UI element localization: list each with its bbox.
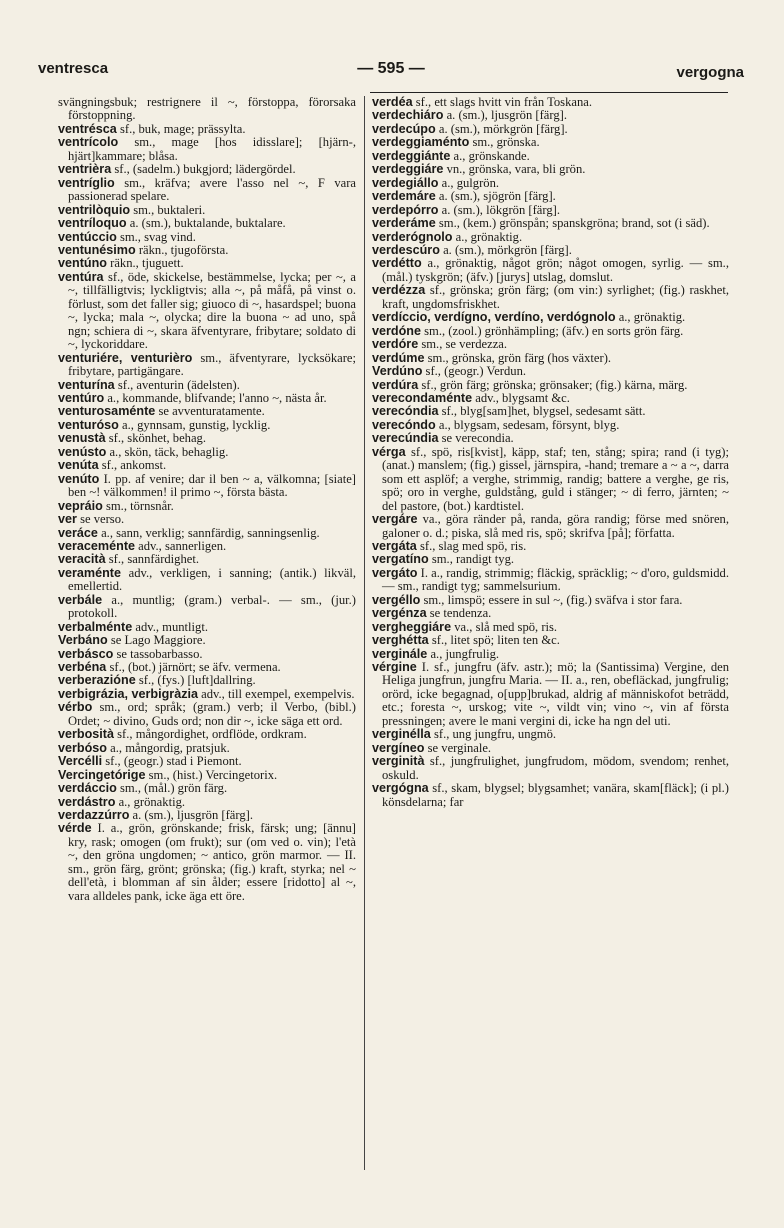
- dictionary-entry: [372, 136, 729, 149]
- dictionary-entry: [58, 728, 356, 741]
- page-number: — 595 —: [357, 60, 425, 77]
- entry-definition: sf., skam, blygsel; blygsamhet; vanära, skam[fläck]; (i pl.) könsdelarna; far: [382, 781, 729, 809]
- dictionary-entry: [372, 311, 729, 324]
- dictionary-entry: [58, 701, 356, 728]
- dictionary-entry: [58, 352, 356, 379]
- entry-headword: verginále: [372, 646, 428, 661]
- entry-headword: venúta: [58, 458, 99, 473]
- entry-definition: a., grönaktig, något grön; något omogen, syrlig. — sm., (mål.) tyskgrön; (äfv.) [jurys] utslag, domslut.: [382, 256, 729, 284]
- entry-definition: adv., muntligt.: [135, 619, 209, 634]
- entry-definition: sf., slag med spö, ris.: [419, 538, 527, 553]
- entry-headword: ventúccio: [58, 229, 117, 244]
- entry-definition: sf., aventurin (ädelsten).: [117, 377, 240, 392]
- entry-headword: ventrièra: [58, 162, 112, 177]
- dictionary-entry: [58, 809, 356, 822]
- dictionary-entry: [58, 405, 356, 418]
- entry-headword: verdeggiánte: [372, 148, 451, 163]
- entry-definition: adv., blygsamt &c.: [475, 390, 570, 405]
- entry-headword: ventúra: [58, 269, 104, 284]
- entry-headword: verbigrázia, verbigràzia: [58, 686, 198, 701]
- entry-headword: verdóne: [372, 323, 421, 338]
- entry-headword: verdechiáro: [372, 108, 444, 123]
- entry-definition: sm., äfventyrare, lycksökare; fribytare, partigängare.: [68, 350, 356, 379]
- entry-definition: se verecondia.: [441, 431, 514, 446]
- dictionary-entry: [372, 540, 729, 553]
- dictionary-entry: [58, 500, 356, 513]
- entry-headword: Verbáno: [58, 633, 108, 648]
- entry-headword: verbále: [58, 592, 103, 607]
- dictionary-entry: [372, 607, 729, 620]
- page-header: [38, 58, 744, 86]
- entry-definition: sf., buk, mage; prässylta.: [119, 121, 246, 136]
- dictionary-entry: [372, 217, 729, 230]
- entry-definition: sf., mångordighet, ordflöde, ordkram.: [117, 727, 307, 742]
- entry-headword: verdétto: [372, 256, 422, 271]
- entry-definition: a., jungfrulig.: [430, 646, 500, 661]
- entry-definition: a., kommande, blifvande; l'anno ~, nästa år.: [107, 390, 327, 405]
- dictionary-entry: [372, 352, 729, 365]
- dictionary-entry: [372, 755, 729, 782]
- dictionary-entry: [372, 594, 729, 607]
- dictionary-entry: [372, 379, 729, 392]
- dictionary-entry: [372, 513, 729, 540]
- dictionary-entry: [372, 742, 729, 755]
- entry-definition: a., gynnsam, gunstig, lycklig.: [122, 417, 271, 432]
- dictionary-entry: [372, 109, 729, 122]
- entry-definition: sf., (sadelm.) bukgjord; lädergördel.: [114, 162, 296, 177]
- dictionary-entry: [58, 392, 356, 405]
- dictionary-entry: [372, 338, 729, 351]
- dictionary-entry: [58, 822, 356, 903]
- dictionary-entry: [58, 769, 356, 782]
- entry-definition: sf., ankomst.: [101, 458, 167, 473]
- dictionary-entry: [58, 782, 356, 795]
- dictionary-entry: [58, 688, 356, 701]
- entry-headword: verbásco: [58, 646, 114, 661]
- entry-headword: venustà: [58, 431, 106, 446]
- entry-headword: ventúro: [58, 390, 105, 405]
- entry-headword: veraménte: [58, 565, 122, 580]
- dictionary-entry: [58, 204, 356, 217]
- entry-headword: vergheggiáre: [372, 619, 452, 634]
- left-column: [58, 96, 356, 903]
- entry-headword: verdecúpo: [372, 121, 436, 136]
- entry-headword: verdézza: [372, 283, 426, 298]
- entry-headword: verdepórro: [372, 202, 439, 217]
- entry-definition: va., göra ränder på, randa, göra randig; förse med snören, galoner o. d.; piska, slå med ris, spö; skrifva [på]; författa.: [382, 512, 729, 540]
- entry-definition: sm., mage [hos idisslare]; [hjärn-, hjärt]kammare; blåsa.: [68, 135, 356, 163]
- entry-headword: verdeggiáre: [372, 162, 444, 177]
- header-left-guide-word: ventresca: [38, 60, 109, 77]
- entry-definition: va., slå med spö, ris.: [454, 619, 558, 634]
- dictionary-entry: [372, 177, 729, 190]
- entry-definition: räkn., tjugoförsta.: [138, 242, 229, 257]
- entry-definition: a., blygsam, sedesam, försynt, blyg.: [438, 417, 620, 432]
- dictionary-entry: [372, 782, 729, 809]
- entry-definition: adv., till exempel, exempelvis.: [201, 686, 355, 701]
- dictionary-entry: [58, 540, 356, 553]
- entry-definition: a., sann, verklig; sannfärdig, sanningsenlig.: [101, 525, 320, 540]
- entry-headword: vérgine: [372, 660, 417, 675]
- dictionary-entry: [58, 755, 356, 768]
- entry-headword: verdáccio: [58, 781, 117, 796]
- entry-definition: I. a., randig, strimmig; fläckig, spräcklig; ~ d'oro, guldsmidd. — sm., randigt tyg; sammelsurium.: [382, 565, 729, 594]
- dictionary-entry: [58, 96, 356, 123]
- entry-definition: a., muntlig; (gram.) verbal-. — sm., (jur.) protokoll.: [68, 592, 356, 621]
- entry-headword: Verdúno: [372, 364, 423, 379]
- entry-definition: sm., grönska, grön färg (hos växter).: [427, 350, 612, 365]
- entry-headword: verdúra: [372, 377, 419, 392]
- entry-definition: a., gulgrön.: [441, 175, 500, 190]
- dictionary-entry: [372, 190, 729, 203]
- entry-headword: venturiére, venturièro: [58, 350, 193, 365]
- dictionary-entry: [372, 96, 729, 109]
- entry-headword: verberazióne: [58, 673, 136, 688]
- entry-headword: venturóso: [58, 417, 119, 432]
- entry-definition: sm., randigt tyg.: [431, 552, 515, 567]
- entry-definition: sm., (zool.) grönhämpling; (äfv.) en sorts grön färg.: [424, 323, 684, 338]
- entry-definition: sf., spö, ris[kvist], käpp, staf; ten, stång; spira; rand (i tyg); (anat.) manslem; (fig.) gissel, järnspira, -hand; tremare a ~ a ~, darra som ett asplöf; a verghe, strimmig, randig; battere a verghe, ge ris, spö; oro in verghe, guldstång, guld i stänger; ~ di ferro, järnten; ~ del pastore, (bot.) kardtistel.: [382, 444, 730, 513]
- entry-definition: sm., (mål.) grön färg.: [119, 781, 228, 796]
- dictionary-entry: [58, 527, 356, 540]
- dictionary-entry: [58, 379, 356, 392]
- dictionary-entry: [372, 163, 729, 176]
- entry-definition: se Lago Maggiore.: [110, 633, 206, 648]
- entry-definition: a., grönskande.: [453, 148, 530, 163]
- entry-definition: sf., öde, skickelse, bestämmelse, lycka; per ~, a ~, tillfälligtvis; lyckligtvis; alla ~, på måfå, på vinst o. förlust, som det faller sig; giuoco di ~, hasardspel; buona ~, lycka; mala ~, olycka; dire la buona ~ ad uno, spå ngn; schiera di ~, skara äfventyrare, fribytare; soldato di ~, lyckoriddare.: [68, 269, 356, 352]
- entry-headword: verecondaménte: [372, 390, 473, 405]
- entry-headword: vérbo: [58, 700, 93, 715]
- entry-definition: sf., grönska; grön färg; (om vin:) syrlighet; (fig.) raskhet, kraft, ungdomsfriskhet.: [382, 283, 729, 311]
- dictionary-entry: [372, 150, 729, 163]
- dictionary-entry: [58, 513, 356, 526]
- dictionary-entry: [372, 204, 729, 217]
- dictionary-entry: [58, 257, 356, 270]
- entry-headword: vergáta: [372, 538, 417, 553]
- dictionary-entry: [58, 163, 356, 176]
- entry-definition: se tendenza.: [429, 606, 492, 621]
- dictionary-entry: [58, 177, 356, 204]
- dictionary-entry: [58, 553, 356, 566]
- entry-definition: svängningsbuk; restrignere il ~, förstoppa, förorsaka förstoppning.: [58, 95, 356, 123]
- entry-definition: sf., ung jungfru, ungmö.: [433, 727, 557, 742]
- entry-headword: vergéllo: [372, 592, 421, 607]
- entry-headword: ventríglio: [58, 175, 115, 190]
- entry-headword: veracità: [58, 552, 106, 567]
- dictionary-entry: [372, 661, 729, 728]
- entry-headword: verginélla: [372, 727, 431, 742]
- dictionary-entry: [372, 728, 729, 741]
- entry-definition: a. (sm.), ljusgrön [färg].: [132, 808, 253, 823]
- entry-headword: verdíccio, verdígno, verdíno, verdógnolo: [372, 310, 616, 325]
- dictionary-entry: [58, 594, 356, 621]
- dictionary-entry: [58, 271, 356, 352]
- entry-headword: vergíneo: [372, 740, 425, 755]
- entry-headword: venturína: [58, 377, 115, 392]
- entry-headword: verdúme: [372, 350, 425, 365]
- entry-definition: sf., (geogr.) Verdun.: [425, 364, 527, 379]
- dictionary-entry: [372, 284, 729, 311]
- entry-headword: veráce: [58, 525, 98, 540]
- entry-definition: a., grönaktig.: [455, 229, 523, 244]
- entry-headword: veraceménte: [58, 538, 136, 553]
- entry-definition: a., grönaktig.: [118, 794, 186, 809]
- entry-definition: I. a., grön, grönskande; frisk, färsk; ung; [ännu] kry, rask; omogen (om frukt); sur (om ved o. vin); l'età ~, den gröna ungdomen; ~ antico, grön marmor. — II. sm., grön färg, grönt; grönska; (fig.) kraft, styrka; nel ~ dell'età, i blomman af sin ålder; essere [ridotto] al ~, vara alldeles pank, icke äga ett öre.: [68, 821, 356, 903]
- entry-headword: ventunésimo: [58, 242, 136, 257]
- entry-definition: a. (sm.), mörkgrön [färg].: [438, 121, 568, 136]
- entry-definition: räkn., tjuguett.: [110, 256, 184, 271]
- entry-definition: se avventuratamente.: [158, 404, 265, 419]
- entry-headword: vergáto: [372, 565, 418, 580]
- entry-headword: vergáre: [372, 512, 418, 527]
- entry-definition: sf., sannfärdighet.: [108, 552, 200, 567]
- entry-headword: venturosaménte: [58, 404, 156, 419]
- entry-headword: vergénza: [372, 606, 427, 621]
- entry-definition: sm., kräfva; avere l'asso nel ~, F vara passionerad spelare.: [68, 175, 356, 204]
- right-column: [372, 96, 729, 809]
- dictionary-entry: [58, 123, 356, 136]
- entry-definition: a. (sm.), mörkgrön [färg].: [443, 242, 572, 257]
- dictionary-entry: [372, 405, 729, 418]
- entry-headword: verbalménte: [58, 619, 133, 634]
- entry-definition: se verginale.: [427, 740, 492, 755]
- dictionary-entry: [58, 459, 356, 472]
- entry-definition: sf., skönhet, behag.: [108, 431, 206, 446]
- entry-headword: verdástro: [58, 794, 116, 809]
- entry-headword: ventrílоquo: [58, 216, 127, 231]
- dictionary-entry: [58, 136, 356, 163]
- dictionary-entry: [372, 648, 729, 661]
- entry-headword: verghétta: [372, 633, 429, 648]
- entry-definition: sm., buktaleri.: [133, 202, 206, 217]
- dictionary-entry: [58, 567, 356, 594]
- dictionary-entry: [58, 432, 356, 445]
- entry-definition: sf., (bot.) järnört; se äfv. vermena.: [109, 660, 281, 675]
- entry-headword: venúto: [58, 471, 100, 486]
- entry-headword: verginità: [372, 754, 425, 769]
- dictionary-entry: [372, 392, 729, 405]
- dictionary-entry: [372, 123, 729, 136]
- dictionary-entry: [58, 796, 356, 809]
- entry-headword: ventrilòquio: [58, 202, 131, 217]
- entry-definition: a., mångordig, pratsjuk.: [110, 740, 230, 755]
- header-rule: [370, 92, 728, 93]
- entry-definition: sf., jungfrulighet, jungfrudom, mödom, svendom; renhet, oskuld.: [382, 754, 729, 782]
- entry-headword: verecóndo: [372, 417, 436, 432]
- entry-definition: sm., limspö; essere in sul ~, (fig.) sväfva i stor fara.: [423, 592, 683, 607]
- dictionary-entry: [372, 553, 729, 566]
- entry-definition: a. (sm.), lökgrön [färg].: [441, 202, 560, 217]
- entry-definition: sf., litet spö; liten ten &c.: [431, 633, 560, 648]
- entry-headword: Vercingetórige: [58, 767, 146, 782]
- dictionary-entry: [58, 473, 356, 500]
- entry-definition: a. (sm.), ljusgrön [färg].: [446, 108, 567, 123]
- dictionary-entry: [372, 446, 729, 513]
- dictionary-entry: [58, 244, 356, 257]
- entry-definition: sm., grönska.: [472, 135, 540, 150]
- dictionary-entry: [372, 419, 729, 432]
- entry-headword: ventúno: [58, 256, 107, 271]
- entry-headword: verecóndia: [372, 404, 439, 419]
- dictionary-entry: [58, 634, 356, 647]
- entry-definition: sf., (fys.) [luft]dallring.: [138, 673, 256, 688]
- dictionary-entry: [372, 567, 729, 594]
- entry-headword: vérde: [58, 821, 92, 836]
- entry-headword: Vercélli: [58, 754, 103, 769]
- dictionary-entry: [58, 446, 356, 459]
- dictionary-entry: [372, 634, 729, 647]
- dictionary-entry: [372, 325, 729, 338]
- dictionary-entry: [58, 648, 356, 661]
- entry-definition: sf., ett slags hvitt vin från Toskana.: [415, 95, 593, 109]
- entry-definition: adv., sannerligen.: [138, 538, 227, 553]
- entry-definition: sm., ord; språk; (gram.) verb; il Verbo, (bibl.) Ordet; ~ divino, Guds ord; non dir ~, icke säga ett ord.: [68, 700, 356, 728]
- entry-definition: I. pp. af venire; dar il ben ~ a, välkomna; [siate] ben ~! välkommen! il primo ~, första bästa.: [68, 471, 356, 500]
- dictionary-entry: [372, 365, 729, 378]
- entry-headword: verbóso: [58, 740, 107, 755]
- dictionary-entry: [58, 231, 356, 244]
- entry-headword: verbosità: [58, 727, 114, 742]
- dictionary-entry: [372, 257, 729, 284]
- entry-headword: vergatíno: [372, 552, 429, 567]
- entry-definition: sf., blyg[sam]het, blygsel, sedesamt sätt.: [441, 404, 646, 419]
- entry-headword: vepráio: [58, 498, 103, 513]
- dictionary-entry: [58, 674, 356, 687]
- entry-headword: verderáme: [372, 216, 436, 231]
- entry-definition: a., skön, täck, behaglig.: [109, 444, 229, 459]
- entry-definition: adv., verkligen, i sanning; (antik.) likväl, emellertid.: [68, 565, 356, 594]
- entry-headword: venústo: [58, 444, 107, 459]
- dictionary-entry: [58, 621, 356, 634]
- entry-definition: sm., svag vind.: [119, 229, 196, 244]
- dictionary-entry: [58, 217, 356, 230]
- entry-definition: I. sf., jungfru (äfv. astr.); mö; la (Santissima) Vergine, den Heliga jungfrun, jungfru Maria. — II. a., ren, obefläckad, jungfrulig; orörd, icke begagnad, o[upp]brukad, aldrig af människofot beträdd, etc.; foresta ~, urskog; vite ~, vildt vin; vino ~, vin af första pressningen; avere le mani vergini di, icke ha ngn del uti.: [382, 660, 729, 728]
- entry-definition: sm., (kem.) grönspån; spanskgröna; brand, sot (i säd).: [438, 216, 710, 231]
- entry-headword: vérga: [372, 444, 406, 459]
- column-divider: [364, 96, 365, 1170]
- entry-headword: ver: [58, 512, 77, 527]
- entry-definition: sm., (hist.) Vercingetorix.: [148, 767, 278, 782]
- entry-headword: verdazzúrro: [58, 808, 130, 823]
- entry-definition: a., grönaktig.: [618, 310, 686, 325]
- dictionary-entry: [58, 742, 356, 755]
- entry-definition: sf., (geogr.) stad i Piemont.: [105, 754, 242, 769]
- dictionary-entry: [372, 432, 729, 445]
- entry-headword: verdeggiaménto: [372, 135, 470, 150]
- entry-headword: vergógna: [372, 781, 429, 796]
- entry-definition: vn., grönska, vara, bli grön.: [446, 162, 586, 177]
- dictionary-entry: [372, 231, 729, 244]
- entry-headword: verdemáre: [372, 189, 436, 204]
- dictionary-entry: [58, 661, 356, 674]
- entry-headword: ventrésca: [58, 121, 117, 136]
- entry-headword: verdóre: [372, 337, 419, 352]
- header-right-guide-word: vergogna: [676, 64, 744, 81]
- entry-definition: a. (sm.), buktalande, buktalare.: [129, 216, 286, 231]
- entry-headword: verdegiállo: [372, 175, 439, 190]
- entry-definition: sm., se verdezza.: [421, 337, 508, 352]
- dictionary-entry: [372, 244, 729, 257]
- dictionary-entry: [58, 419, 356, 432]
- entry-headword: verecúndia: [372, 431, 439, 446]
- dictionary-entry: [372, 621, 729, 634]
- entry-headword: verdescúro: [372, 242, 440, 257]
- entry-headword: verderógnolo: [372, 229, 453, 244]
- entry-headword: verdéa: [372, 95, 413, 109]
- entry-definition: se tassobarbasso.: [116, 646, 203, 661]
- entry-definition: sm., törnsnår.: [105, 498, 174, 513]
- entry-definition: sf., grön färg; grönska; grönsaker; (fig.) kärna, märg.: [421, 377, 688, 392]
- entry-definition: se verso.: [80, 512, 125, 527]
- entry-headword: verbéna: [58, 660, 107, 675]
- entry-headword: ventrícolo: [58, 135, 119, 150]
- entry-definition: a. (sm.), sjögrön [färg].: [438, 189, 556, 204]
